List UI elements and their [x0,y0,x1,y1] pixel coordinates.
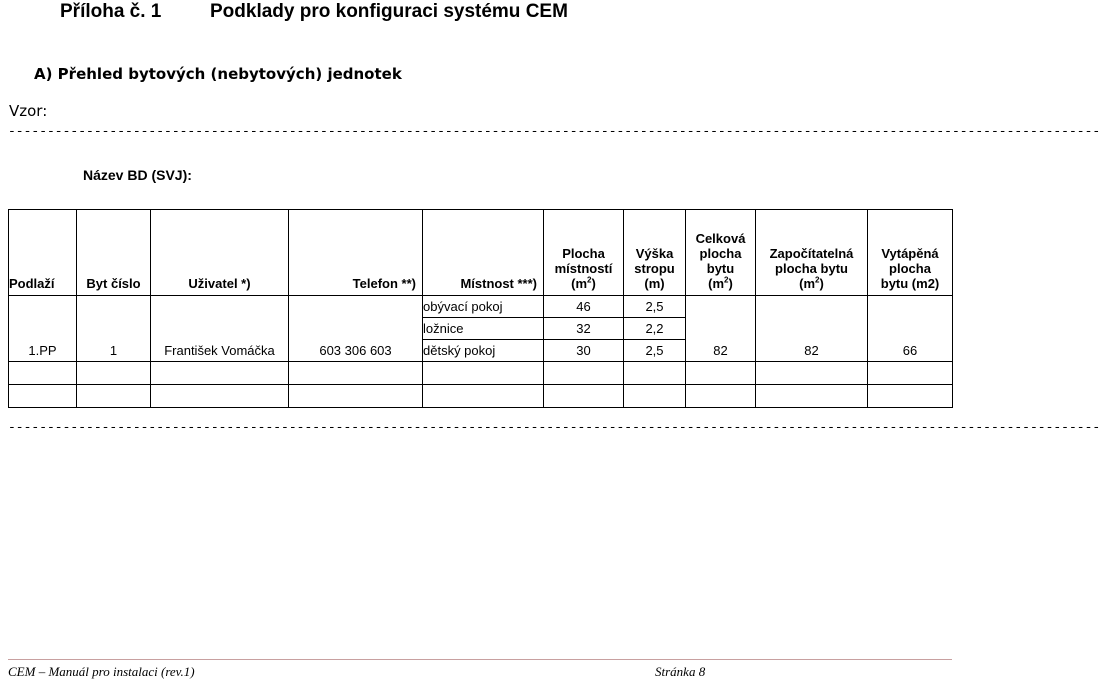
building-label: Název BD (SVJ): [83,167,192,183]
footer-page-number: Stránka 8 [655,664,706,679]
cell-room-area: 30 [544,340,624,362]
cell-room-area: 46 [544,296,624,318]
header-user: Uživatel *) [151,210,289,296]
cell-room-name: obývací pokoj [423,296,544,318]
header-room-area: Plocha místností $(m^2)$ [544,210,624,296]
table-row-empty [9,362,953,385]
footer-document-title: CEM – Manuál pro instalaci (rev.1) [8,664,195,679]
cell-heated-area: 66 [868,296,953,362]
cell-total-area: 82 [686,296,756,362]
footer-divider [8,659,952,660]
cell-room-area: 32 [544,318,624,340]
cell-room-height: 2,2 [624,318,686,340]
cell-floor: 1.PP [9,296,77,362]
section-heading: A) Přehled bytových (nebytových) jednotek [34,65,402,83]
units-table [8,209,953,408]
cell-user: František Vomáčka [151,296,289,362]
header-ceiling: Výška stropu (m) [624,210,686,296]
cell-room-height: 2,5 [624,340,686,362]
header-billable-area: Započítatelná plocha bytu $(m^2)$ [756,210,868,296]
separator-top: -------------------------------------------------------------------------------------------------------------------------------------------- [8,124,1100,139]
cell-room-height: 2,5 [624,296,686,318]
separator-bottom: -------------------------------------------------------------------------------------------------------------------------------------------- [8,420,1100,435]
header-phone: Telefon **) [289,210,423,296]
table-row [9,296,953,318]
cell-phone: 603 306 603 [289,296,423,362]
example-label: Vzor: [9,102,48,120]
cell-billable-area: 82 [756,296,868,362]
cell-room-name: dětský pokoj [423,340,544,362]
header-heated-area: Vytápěná plocha bytu (m2) [868,210,953,296]
table-row-empty [9,385,953,408]
header-room: Místnost ***) [423,210,544,296]
page-title: Podklady pro konfiguraci systému CEM [210,1,568,22]
header-unit: Byt číslo [77,210,151,296]
cell-room-name: ložnice [423,318,544,340]
header-floor: Podlaží [9,210,77,296]
header-total-area: Celková plocha bytu $(m^2)$ [686,210,756,296]
cell-unit: 1 [77,296,151,362]
appendix-label: Příloha č. 1 [60,1,162,22]
